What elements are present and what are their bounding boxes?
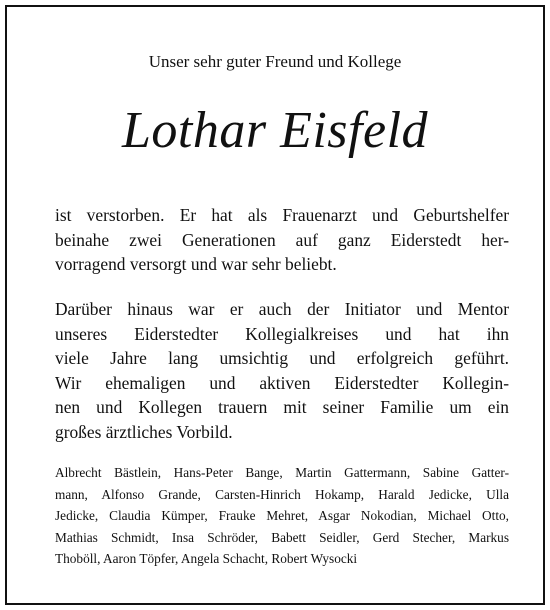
- signatory-line: Thoböll, Aaron Töpfer, Angela Schacht, Robert Wysocki: [55, 551, 358, 566]
- text-line: großes ärztliches Vorbild.: [55, 421, 233, 442]
- paragraph-2: [55, 297, 509, 444]
- deceased-name: Lothar Eisfeld: [121, 102, 429, 159]
- text-line: beinahe zwei Generationen auf ganz Eiderstedt her-: [55, 229, 509, 250]
- text-line: unseres Eiderstedter Kollegialkreises und hat ihn: [55, 323, 509, 344]
- text-line: Darüber hinaus war er auch der Initiator und Mentor: [55, 299, 509, 319]
- obituary-frame: [5, 5, 545, 605]
- signatory-line: Albrecht Bästlein, Hans-Peter Bange, Martin Gattermann, Sabine Gatter-: [55, 465, 509, 480]
- text-line: vorragend versorgt und war sehr beliebt.: [55, 254, 337, 274]
- signatories: [55, 462, 509, 570]
- text-line: Wir ehemaligen und aktiven Eiderstedter Kollegin-: [55, 372, 509, 393]
- text-line: viele Jahre lang umsichtig und erfolgreich geführt.: [55, 348, 509, 368]
- intro-line: Unser sehr guter Freund und Kollege: [148, 52, 402, 71]
- signatory-line: Jedicke, Claudia Kümper, Frauke Mehret, Asgar Nokodian, Michael Otto,: [55, 508, 509, 523]
- paragraph-1: [55, 203, 509, 277]
- signatory-line: mann, Alfonso Grande, Carsten-Hinrich Hokamp, Harald Jedicke, Ulla: [55, 486, 509, 502]
- text-line: ist verstorben. Er hat als Frauenarzt und Geburtshelfer: [55, 205, 509, 225]
- text-line: nen und Kollegen trauern mit seiner Familie um ein: [55, 397, 509, 417]
- signatory-line: Mathias Schmidt, Insa Schröder, Babett Seidler, Gerd Stecher, Markus: [55, 529, 509, 545]
